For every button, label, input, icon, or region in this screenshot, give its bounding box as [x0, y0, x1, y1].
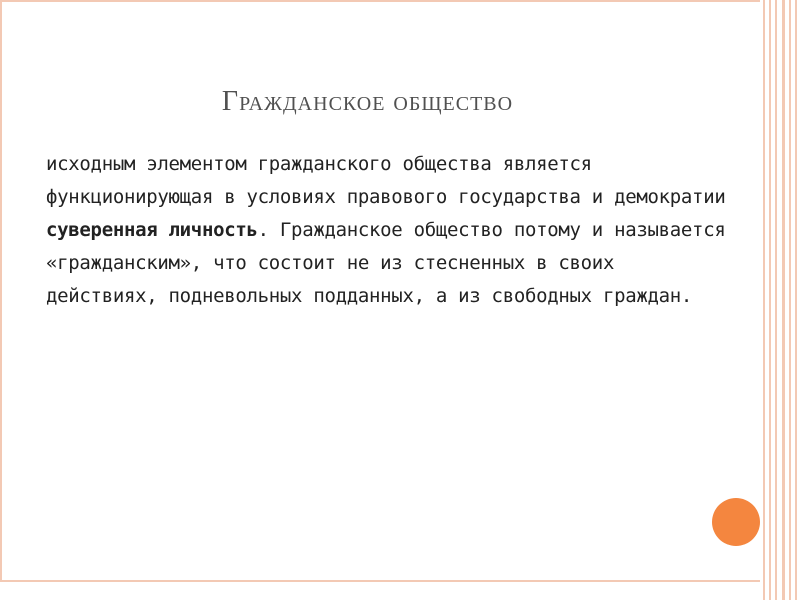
- decorative-stripe: [795, 0, 797, 600]
- decorative-stripe: [789, 0, 791, 600]
- decorative-stripe: [782, 0, 785, 600]
- decorative-stripe: [775, 0, 777, 600]
- decorative-circle: [712, 498, 760, 546]
- body-text-emphasis: суверенная личность: [46, 219, 258, 241]
- body-text-part-1: исходным элементом гражданского общества является функционирующая в условиях правового государства и демократии: [46, 153, 726, 208]
- slide-body-text: [46, 148, 726, 313]
- decorative-stripe: [763, 0, 765, 600]
- slide-title: Гражданское общество: [221, 86, 514, 117]
- decorative-stripe: [769, 0, 771, 600]
- body-text-part-2: . Гражданское общество потому и называется «гражданским», что состоит не из стесненных в своих действиях, подневольных подданных, а из свободных граждан.: [46, 219, 726, 307]
